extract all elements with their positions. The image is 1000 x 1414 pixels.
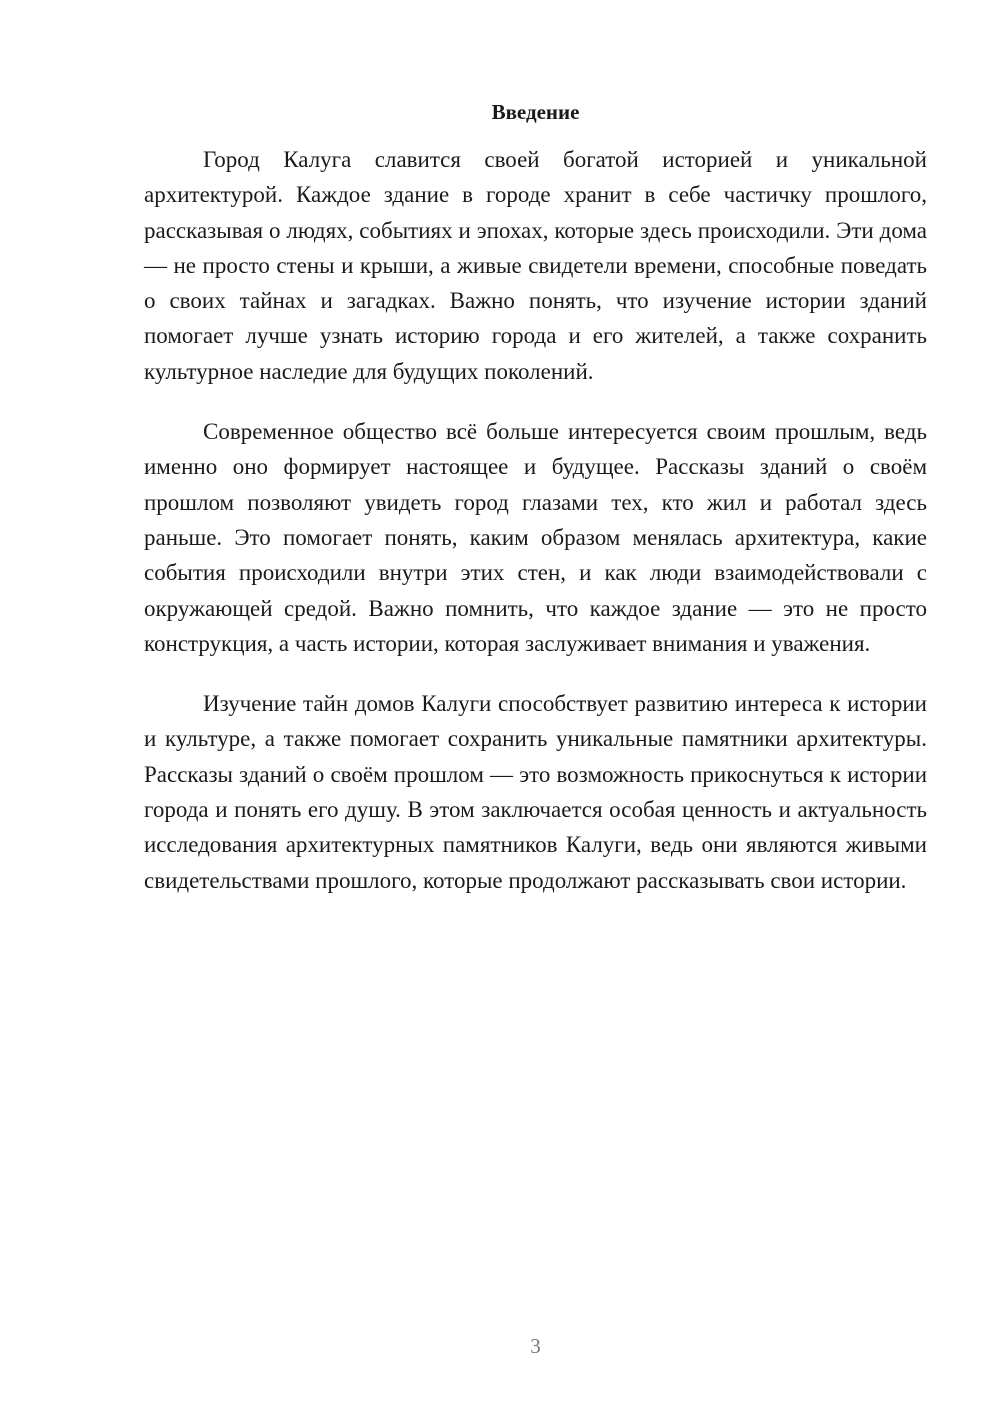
page-title: Введение — [491, 100, 580, 124]
document-body — [144, 142, 927, 923]
page-number: 3 — [530, 1334, 541, 1358]
paragraph-1: Город Калуга славится своей богатой историей и уникальной архитектурой. Каждое здание в городе хранит в себе частичку прошлого, рассказывая о людях, событиях и эпохах, которые здесь происходили. Эти дома — не просто стены и крыши, а живые свидетели времени, способные поведать о своих тайнах и загадках. Важно понять, что изучение истории зданий помогает лучше узнать историю города и его жителей, а также сохранить культурное наследие для будущих поколений. — [144, 147, 927, 384]
paragraph-2: Современное общество всё больше интересуется своим прошлым, ведь именно оно формирует настоящее и будущее. Рассказы зданий о своём прошлом позволяют увидеть город глазами тех, кто жил и работал здесь раньше. Это помогает понять, каким образом менялась архитектура, какие события происходили внутри этих стен, и как люди взаимодействовали с окружающей средой. Важно помнить, что каждое здание — это не просто конструкция, а часть истории, которая заслуживает внимания и уважения. — [144, 419, 927, 656]
paragraph-3: Изучение тайн домов Калуги способствует развитию интереса к истории и культуре, а также помогает сохранить уникальные памятники архитектуры. Рассказы зданий о своём прошлом — это возможность прикоснуться к истории города и понять его душу. В этом заключается особая ценность и актуальность исследования архитектурных памятников Калуги, ведь они являются живыми свидетельствами прошлого, которые продолжают рассказывать свои истории. — [144, 691, 927, 893]
